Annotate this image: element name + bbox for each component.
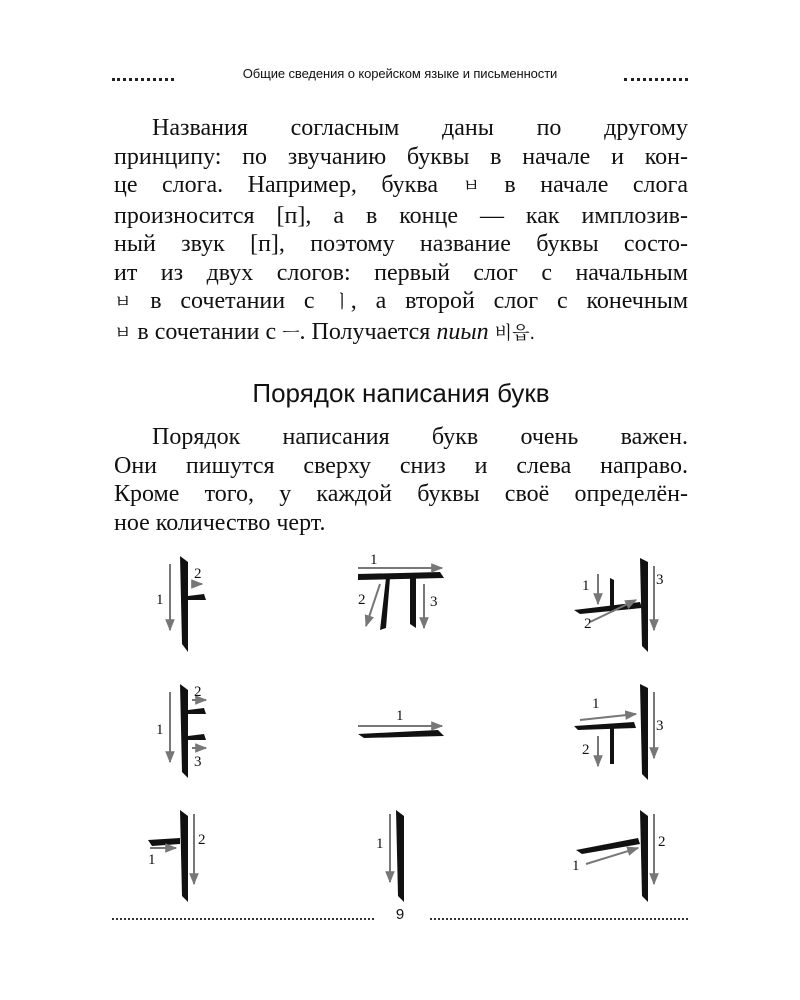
hangul-b: ㅂ (462, 176, 480, 197)
stroke-diagram-yu (340, 548, 480, 658)
stroke-diagram-a (140, 548, 280, 658)
para1-line-3: це слога. Например, буква ㅂ в начале слога (114, 172, 688, 198)
para1-line-5: ный звук [п], поэтому название буквы состо- (114, 231, 688, 257)
stroke-label-2: 2 (582, 742, 590, 758)
stroke-vertical (640, 810, 648, 902)
stroke-vertical (180, 556, 188, 652)
para1-line-7: ㅂ в сочетании с ㅣ, а второй слог с конечным (114, 288, 689, 314)
stroke-short-vertical (610, 578, 614, 612)
paragraph-consonant-names (114, 114, 688, 348)
stroke-label-2: 2 (194, 684, 202, 700)
stroke-upper (188, 708, 206, 714)
page-footer (112, 906, 688, 926)
stroke-label-3: 3 (656, 718, 664, 734)
para2-line-1: Порядок написания букв очень важен. (152, 424, 688, 450)
stroke-diagram-e (550, 678, 690, 788)
stroke-label-1: 1 (376, 836, 384, 852)
para1-line-1: Названия согласным даны по другому (152, 115, 688, 141)
stroke-vertical (180, 810, 188, 902)
stroke-horizontal (148, 838, 180, 846)
hangul-eu: ㅡ (282, 322, 300, 344)
stroke-label-1: 1 (396, 708, 404, 724)
hangul-i: ㅣ (333, 292, 351, 313)
stroke-label-3: 3 (194, 754, 202, 770)
para2-line-4: ное количество черт. (114, 509, 326, 536)
stroke-horizontal (574, 602, 642, 614)
stroke-lower (188, 734, 206, 740)
stroke-diagram-i (340, 798, 480, 908)
para1-line-4: произносится [п], а в конце — как имплозив- (114, 202, 688, 229)
stroke-short-vertical (610, 728, 614, 764)
arrow-2 (366, 584, 380, 626)
page-number: 9 (395, 906, 405, 923)
arrow-1 (580, 714, 636, 720)
stroke-horizontal (358, 572, 444, 580)
para1-line-6: ит из двух слогов: первый слог с начальным (114, 259, 688, 286)
stroke-vertical (180, 684, 188, 778)
stroke-diagram-eo-slanted (550, 798, 690, 908)
stroke-horizontal (188, 594, 206, 600)
stroke-label-1: 1 (592, 696, 600, 712)
stroke-diagram-eo (140, 798, 280, 908)
stroke-label-1: 1 (572, 858, 580, 874)
paragraph-stroke-order (114, 423, 688, 537)
running-title: Общие сведения о корейском языке и письменности (242, 66, 558, 81)
footer-dots-right (430, 918, 688, 920)
stroke-label-2: 2 (194, 566, 202, 582)
stroke-horizontal (358, 730, 444, 738)
stroke-label-2: 2 (584, 616, 592, 632)
header-dots-right (624, 78, 688, 81)
para1-line-8: ㅂ в сочетании с ㅡ. Получается пиып 비읍. (114, 318, 536, 345)
stroke-label-3: 3 (430, 594, 438, 610)
transcription-piyp: пиып (436, 318, 489, 345)
hangul-word-bieup: 비읍. (494, 322, 536, 344)
section-title: Порядок написания букв (252, 378, 550, 408)
header-dots-left (112, 78, 174, 81)
stroke-label-2: 2 (358, 592, 366, 608)
stroke-vertical (396, 810, 404, 902)
stroke-label-3: 3 (656, 572, 664, 588)
stroke-label-1: 1 (156, 592, 164, 608)
stroke-diagram-ya (140, 678, 280, 788)
hangul-b: ㅂ (114, 292, 132, 313)
stroke-left-leg (380, 578, 390, 630)
stroke-long-vertical (640, 684, 648, 780)
stroke-label-1: 1 (148, 852, 156, 868)
footer-dots-left (112, 918, 374, 920)
hangul-b: ㅂ (114, 322, 132, 344)
para2-line-3: Кроме того, у каждой буквы своё определён- (114, 481, 688, 507)
stroke-order-diagrams (100, 548, 700, 888)
stroke-diagram-eu (340, 678, 480, 788)
stroke-label-2: 2 (658, 834, 666, 850)
para1-line-2: принципу: по звучанию буквы в начале и кон- (114, 143, 688, 170)
running-header (112, 66, 688, 88)
stroke-label-2: 2 (198, 832, 206, 848)
stroke-label-1: 1 (582, 578, 590, 594)
stroke-horizontal (576, 838, 640, 854)
stroke-long-vertical (640, 558, 648, 652)
stroke-horizontal (574, 722, 636, 730)
para2-line-2: Они пишутся сверху сниз и слева направо. (114, 452, 688, 479)
stroke-label-1: 1 (156, 722, 164, 738)
stroke-right-leg (410, 578, 416, 628)
stroke-diagram-ae (550, 548, 690, 658)
stroke-label-1: 1 (370, 552, 378, 568)
